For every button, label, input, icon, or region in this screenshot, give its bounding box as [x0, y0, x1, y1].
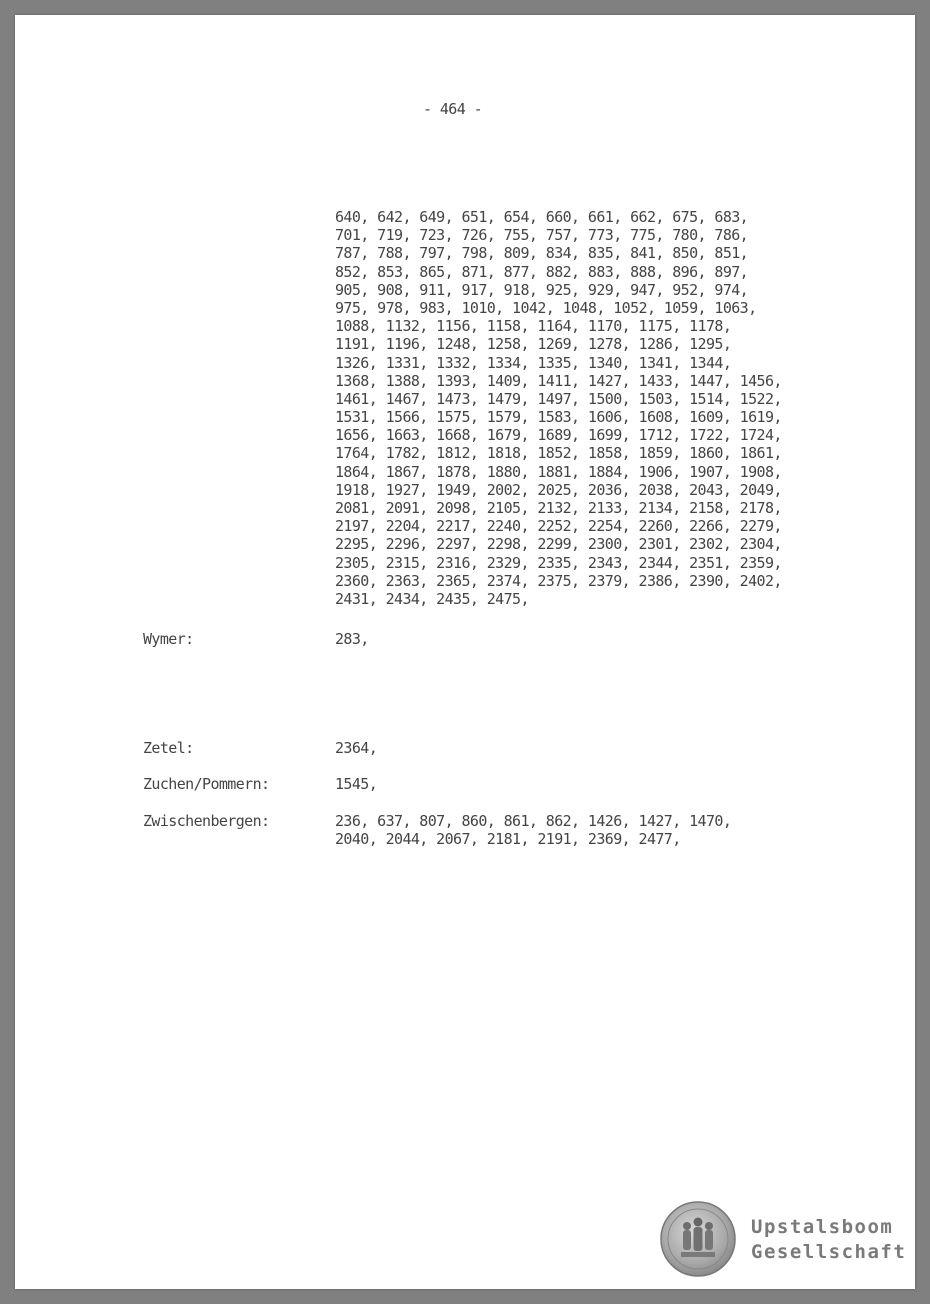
list-line: 1656, 1663, 1668, 1679, 1689, 1699, 1712, 1722, 1724,	[335, 426, 782, 445]
list-line: 1545,	[335, 775, 378, 793]
list-line: 1368, 1388, 1393, 1409, 1411, 1427, 1433, 1447, 1456,	[335, 371, 782, 390]
list-line: 2364,	[335, 739, 378, 757]
list-line: 2295, 2296, 2297, 2298, 2299, 2300, 2301, 2302, 2304,	[335, 535, 782, 554]
entry-label-zwischenbergen: Zwischenbergen:	[143, 812, 270, 830]
brand-line-1: Upstalsboom	[751, 1216, 894, 1238]
entry-values-zwischenbergen	[335, 812, 731, 848]
brand-text	[751, 1215, 906, 1265]
list-line: 1191, 1196, 1248, 1258, 1269, 1278, 1286, 1295,	[335, 335, 732, 354]
list-line: 640, 642, 649, 651, 654, 660, 661, 662, 675, 683,	[335, 208, 749, 226]
entry-label-zetel: Zetel:	[143, 739, 194, 757]
document-page	[15, 15, 915, 1289]
entry-label-wymer: Wymer:	[143, 630, 194, 648]
list-line: 1461, 1467, 1473, 1479, 1497, 1500, 1503, 1514, 1522,	[335, 389, 782, 408]
entry-label-zuchen-pommern: Zuchen/Pommern:	[143, 775, 270, 793]
entry-values-zuchen-pommern	[335, 775, 377, 793]
list-line: 905, 908, 911, 917, 918, 925, 929, 947, 952, 974,	[335, 280, 749, 299]
list-line: 283,	[335, 630, 369, 648]
continuation-list	[335, 208, 782, 608]
entry-values-zetel	[335, 739, 377, 757]
entry-values-wymer	[335, 630, 369, 648]
seal-icon	[659, 1200, 737, 1278]
list-line: 2305, 2315, 2316, 2329, 2335, 2343, 2344, 2351, 2359,	[335, 553, 782, 572]
list-line: 1531, 1566, 1575, 1579, 1583, 1606, 1608, 1609, 1619,	[335, 408, 782, 427]
list-line: 1864, 1867, 1878, 1880, 1881, 1884, 1906, 1907, 1908,	[335, 462, 782, 481]
list-line: 2197, 2204, 2217, 2240, 2252, 2254, 2260, 2266, 2279,	[335, 517, 782, 536]
list-line: 1326, 1331, 1332, 1334, 1335, 1340, 1341, 1344,	[335, 353, 732, 372]
list-line: 1088, 1132, 1156, 1158, 1164, 1170, 1175, 1178,	[335, 317, 732, 336]
list-line: 2040, 2044, 2067, 2181, 2191, 2369, 2477,	[335, 830, 681, 849]
list-line: 2431, 2434, 2435, 2475,	[335, 589, 529, 608]
page-number: - 464 -	[423, 100, 483, 118]
list-line: 852, 853, 865, 871, 877, 882, 883, 888, 896, 897,	[335, 262, 749, 281]
list-line: 2081, 2091, 2098, 2105, 2132, 2133, 2134, 2158, 2178,	[335, 499, 782, 517]
list-line: 975, 978, 983, 1010, 1042, 1048, 1052, 1059, 1063,	[335, 298, 757, 317]
list-line: 236, 637, 807, 860, 861, 862, 1426, 1427, 1470,	[335, 812, 732, 830]
list-line: 1764, 1782, 1812, 1818, 1852, 1858, 1859, 1860, 1861,	[335, 444, 782, 463]
brand-line-2: Gesellschaft	[751, 1241, 907, 1263]
list-line: 2360, 2363, 2365, 2374, 2375, 2379, 2386, 2390, 2402,	[335, 571, 782, 590]
list-line: 1918, 1927, 1949, 2002, 2025, 2036, 2038, 2043, 2049,	[335, 480, 782, 499]
list-line: 787, 788, 797, 798, 809, 834, 835, 841, 850, 851,	[335, 244, 749, 263]
list-line: 701, 719, 723, 726, 755, 757, 773, 775, 780, 786,	[335, 226, 749, 245]
